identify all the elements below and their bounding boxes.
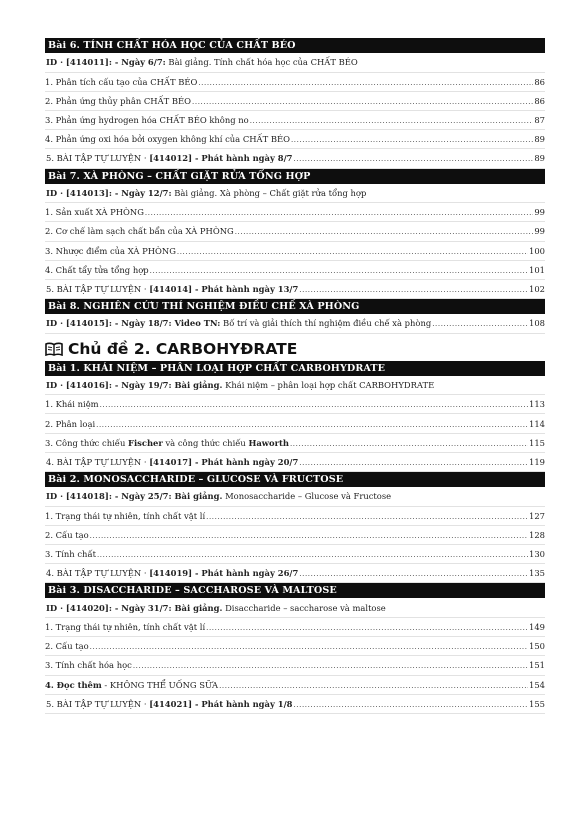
- dot-leader: [432, 320, 528, 328]
- entry-title: 1. Trạng thái tự nhiên, tính chất vật lí: [45, 510, 206, 521]
- entry-text: [45, 660, 132, 670]
- entry-text: [45, 134, 290, 144]
- entry-text: [46, 380, 434, 390]
- toc-entry[interactable]: [45, 130, 545, 149]
- toc-entry[interactable]: [45, 261, 545, 280]
- exercise-prefix: 5. BÀI TẬP TỰ LUYỆN ·: [46, 153, 150, 164]
- entry-text: [46, 457, 298, 467]
- page-number: 101: [529, 264, 545, 275]
- exercise-release: [414019] - Phát hành ngày 26/7: [149, 568, 299, 579]
- exercise-prefix: 5. BÀI TẬP TỰ LUYỆN ·: [46, 283, 150, 294]
- dot-leader: [299, 286, 528, 294]
- toc-entry[interactable]: [45, 203, 545, 222]
- table-of-contents: [45, 0, 545, 714]
- entry-bold: Fischer: [128, 437, 163, 448]
- topic-title: Chủ đề 2. CARBOHYĐRATE: [68, 339, 298, 358]
- lesson-description: Bố trí và giải thích thí nghiệm điều chế xà phòng: [220, 318, 432, 329]
- lesson-id-row[interactable]: [45, 314, 545, 334]
- dot-leader: [90, 532, 528, 540]
- entry-title: 1. Khái niệm: [45, 399, 99, 410]
- dot-leader: [219, 682, 528, 690]
- lesson-description: Disaccharide – saccharose và maltose: [222, 602, 386, 613]
- entry-text: [46, 491, 391, 501]
- lesson-id-row[interactable]: [45, 487, 545, 507]
- entry-text: [45, 265, 149, 275]
- entry-text: [46, 188, 366, 198]
- entry-title: 2. Cơ chế làm sạch chất bẩn của XÀ PHÒNG: [45, 226, 234, 237]
- lesson-id-row[interactable]: [45, 598, 545, 618]
- dot-leader: [198, 79, 533, 87]
- dot-leader: [235, 228, 534, 236]
- dot-leader: [206, 513, 528, 521]
- toc-entry[interactable]: [45, 656, 545, 675]
- page-number: 119: [529, 456, 545, 467]
- entry-title: 1. Sản xuất XÀ PHÒNG: [45, 207, 144, 218]
- lesson-id-label: ID · [414013]: - Ngày 12/7:: [46, 187, 172, 198]
- page-number: 102: [529, 283, 545, 294]
- entry-bold: 4. Đọc thêm: [45, 679, 102, 690]
- page-number: 154: [529, 679, 545, 690]
- entry-title: 4. Chất tẩy tửa tổng hợp: [45, 264, 149, 275]
- toc-entry[interactable]: [45, 507, 545, 526]
- entry-text: [46, 568, 298, 578]
- entry-text: [46, 153, 292, 163]
- exercise-row[interactable]: [45, 453, 545, 472]
- section-header: Bài 2. MONOSACCHARIDE – GLUCOSE VÀ FRUCTOSE: [45, 472, 545, 487]
- entry-title: 2. Cấu tạo: [45, 529, 89, 540]
- lesson-description: Bài giảng. Xà phòng – Chất giặt rửa tổng hợp: [171, 187, 367, 198]
- dot-leader: [290, 440, 528, 448]
- lesson-id-label: ID · [414016]: - Ngày 19/7: Bài giảng.: [46, 379, 223, 390]
- page-number: 151: [529, 660, 545, 671]
- exercise-prefix: 5. BÀI TẬP TỰ LUYỆN ·: [46, 698, 150, 709]
- entry-bold: Haworth: [248, 437, 289, 448]
- entry-text: [45, 207, 144, 217]
- lesson-description: Khái niệm – phân loại hợp chất CARBOHYDRATE: [222, 379, 435, 390]
- lesson-id-label: ID · [414011]: - Ngày 6/7:: [46, 57, 166, 68]
- section-header: Bài 3. DISACCHARIDE – SACCHAROSE VÀ MALTOSE: [45, 583, 545, 598]
- entry-title: 3. Phản ứng hydrogen hóa CHẤT BÉO không no: [45, 115, 249, 126]
- section-header: Bài 8. NGHIÊN CỨU THÍ NGHIỆM ĐIỀU CHẾ XÀ PHÒNG: [45, 299, 545, 314]
- page-number: 149: [529, 622, 545, 633]
- entry-text: [46, 318, 431, 328]
- entry-part: và công thức chiếu: [162, 437, 249, 448]
- toc-entry[interactable]: [45, 92, 545, 111]
- toc-entry[interactable]: [45, 545, 545, 564]
- lesson-id-row[interactable]: [45, 376, 545, 396]
- entry-title: 3. Tính chất: [45, 549, 96, 560]
- exercise-release: [414017] - Phát hành ngày 20/7: [149, 456, 299, 467]
- dot-leader: [96, 421, 528, 429]
- dot-leader: [293, 701, 528, 709]
- lesson-description: Monosaccharide – Glucose và Fructose: [222, 491, 392, 502]
- dot-leader: [97, 551, 528, 559]
- toc-entry[interactable]: [45, 242, 545, 261]
- page-number: 150: [529, 641, 545, 652]
- entry-text: [45, 530, 89, 540]
- toc-entry[interactable]: [45, 618, 545, 637]
- exercise-release: [414014] - Phát hành ngày 13/7: [149, 283, 299, 294]
- entry-text: [45, 641, 89, 651]
- entry-text: [45, 549, 96, 559]
- lesson-description: Bài giảng. Tính chất hóa học của CHẤT BÉO: [165, 57, 358, 68]
- page-number: 130: [529, 549, 545, 560]
- dot-leader: [192, 98, 533, 106]
- entry-text: [45, 246, 176, 256]
- dot-leader: [100, 401, 528, 409]
- dot-leader: [133, 662, 528, 670]
- page-number: 100: [529, 245, 545, 256]
- entry-text: [46, 57, 358, 67]
- entry-text: [45, 115, 249, 125]
- entry-title: 2. Cấu tạo: [45, 641, 89, 652]
- lesson-id-label: ID · [414015]: - Ngày 18/7: Video TN:: [46, 318, 221, 329]
- dot-leader: [291, 136, 533, 144]
- entry-text: [45, 622, 205, 632]
- exercise-row[interactable]: [45, 280, 545, 299]
- page-number: 89: [534, 153, 545, 164]
- page-number: 86: [534, 76, 545, 87]
- dot-leader: [299, 459, 528, 467]
- page-number: 87: [534, 115, 545, 126]
- page-number: 127: [529, 510, 545, 521]
- dot-leader: [206, 624, 528, 632]
- dot-leader: [250, 117, 534, 125]
- page-number: 155: [529, 698, 545, 709]
- entry-title: 4. Phản ứng oxi hóa bởi oxygen không khí của CHẤT BÉO: [45, 134, 290, 145]
- lesson-id-row[interactable]: [45, 184, 545, 204]
- dot-leader: [90, 643, 528, 651]
- entry-text: [46, 284, 298, 294]
- book-icon: [45, 342, 63, 356]
- entry-text: [45, 77, 197, 87]
- entry-title: 2. Phản ứng thủy phân CHẤT BÉO: [45, 95, 192, 106]
- dot-leader: [299, 570, 528, 578]
- exercise-row[interactable]: [45, 149, 545, 168]
- page-number: 135: [529, 568, 545, 579]
- dot-leader: [150, 267, 528, 275]
- toc-entry[interactable]: [45, 73, 545, 92]
- entry-text: [45, 438, 289, 448]
- entry-text: [46, 603, 386, 613]
- page-number: 86: [534, 95, 545, 106]
- toc-entry[interactable]: [45, 434, 545, 453]
- toc-entry[interactable]: [45, 414, 545, 433]
- page-number: 108: [529, 318, 545, 329]
- entry-text: [46, 699, 292, 709]
- lesson-id-label: ID · [414018]: - Ngày 25/7: Bài giảng.: [46, 491, 223, 502]
- page-number: 115: [529, 437, 545, 448]
- exercise-row[interactable]: [45, 564, 545, 583]
- exercise-release: [414021] - Phát hành ngày 1/8: [149, 698, 293, 709]
- page-number: 113: [529, 399, 545, 410]
- lesson-id-row[interactable]: [45, 53, 545, 73]
- page-number: 99: [534, 226, 545, 237]
- section-header: Bài 6. TÍNH CHẤT HÓA HỌC CỦA CHẤT BÉO: [45, 38, 545, 53]
- toc-entry[interactable]: [45, 111, 545, 130]
- exercise-prefix: 4. BÀI TẬP TỰ LUYỆN ·: [46, 456, 150, 467]
- dot-leader: [145, 209, 533, 217]
- entry-part: 3. Công thức chiếu: [45, 437, 128, 448]
- toc-entry[interactable]: [45, 637, 545, 656]
- entry-text: [45, 226, 234, 236]
- entry-title: 3. Nhược điểm của XÀ PHÒNG: [45, 245, 176, 256]
- entry-title: 1. Phân tích cấu tạo của CHẤT BÉO: [45, 76, 198, 87]
- entry-text: [45, 419, 95, 429]
- dot-leader: [177, 248, 528, 256]
- entry-title: 3. Tính chất hóa học: [45, 660, 132, 671]
- toc-entry[interactable]: [45, 526, 545, 545]
- exercise-prefix: 4. BÀI TẬP TỰ LUYỆN ·: [46, 568, 150, 579]
- toc-entry[interactable]: [45, 222, 545, 241]
- topic-heading: [45, 337, 545, 361]
- exercise-release: [414012] - Phát hành ngày 8/7: [149, 153, 293, 164]
- exercise-row[interactable]: [45, 695, 545, 714]
- lesson-id-label: ID · [414020]: - Ngày 31/7: Bài giảng.: [46, 602, 223, 613]
- section-header: Bài 7. XÀ PHÒNG – CHẤT GIẶT RỬA TỔNG HỢP: [45, 169, 545, 184]
- toc-entry[interactable]: [45, 395, 545, 414]
- entry-title: 2. Phân loại: [45, 418, 96, 429]
- section-header: Bài 1. KHÁI NIỆM – PHÂN LOẠI HỢP CHẤT CARBOHYDRATE: [45, 361, 545, 376]
- entry-part: - KHÔNG THỂ UỐNG SỮA: [101, 679, 219, 690]
- entry-text: [45, 511, 205, 521]
- page-number: 114: [529, 418, 545, 429]
- page-number: 99: [534, 207, 545, 218]
- entry-title: 1. Trạng thái tự nhiên, tính chất vật lí: [45, 622, 206, 633]
- page-number: 89: [534, 134, 545, 145]
- page-number: 128: [529, 529, 545, 540]
- toc-entry[interactable]: [45, 676, 545, 695]
- entry-text: [45, 399, 99, 409]
- entry-text: [45, 96, 191, 106]
- dot-leader: [293, 155, 533, 163]
- entry-text: [45, 680, 218, 690]
